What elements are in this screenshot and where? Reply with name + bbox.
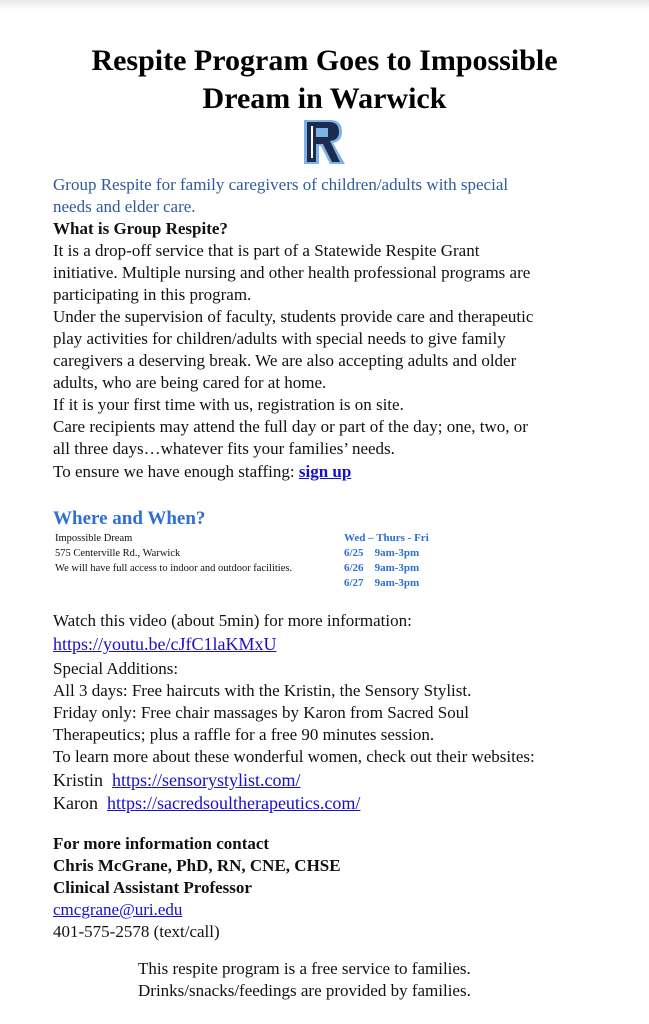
contact-name: Chris McGrane, PhD, RN, CNE, CHSE	[53, 856, 341, 875]
footer-line-1: This respite program is a free service to families.	[138, 959, 471, 978]
contact-email-link[interactable]: cmcgrane@uri.edu	[53, 900, 183, 919]
what-heading: What is Group Respite?	[53, 219, 228, 238]
schedule-date: 6/25	[344, 547, 364, 559]
schedule-row	[344, 546, 419, 561]
title-line-1: Respite Program Goes to Impossible	[91, 44, 558, 77]
schedule-time: 9am-3pm	[374, 562, 420, 574]
video-link[interactable]: https://youtu.be/cJfC1laKMxU	[53, 634, 277, 654]
additions-line: To learn more about these wonderful women, check out their websites:	[53, 747, 535, 766]
additions-line: Friday only: Free chair massages by Karon from Sacred Soul	[53, 703, 469, 722]
schedule-date: 6/27	[344, 577, 364, 589]
contact-phone: 401-575-2578 (text/call)	[53, 922, 220, 941]
top-shadow-bar	[0, 0, 649, 10]
where-heading: Where and When?	[53, 508, 206, 529]
venue-name: Impossible Dream	[55, 533, 133, 544]
schedule-date: 6/26	[344, 562, 364, 574]
additions-heading: Special Additions:	[53, 659, 179, 678]
schedule-time: 9am-3pm	[374, 577, 420, 589]
intro-line-1: Group Respite for family caregivers of children/adults with special	[53, 175, 509, 194]
venue-address: 575 Centerville Rd., Warwick	[55, 548, 181, 559]
additions-line: Therapeutics; plus a raffle for a free 90 minutes session.	[53, 725, 435, 744]
what-line: adults, who are being cared for at home.	[53, 373, 327, 392]
kristin-row	[53, 769, 301, 791]
schedule-days-header: Wed – Thurs - Fri	[344, 532, 429, 544]
video-text: Watch this video (about 5min) for more information:	[53, 611, 412, 630]
title-line-2: Dream in Warwick	[202, 82, 447, 115]
intro-line-2: needs and elder care.	[53, 197, 196, 216]
schedule-row	[344, 576, 419, 591]
uri-rams-logo-icon	[302, 116, 346, 166]
page-title	[0, 42, 649, 118]
additions-line: All 3 days: Free haircuts with the Kristin, the Sensory Stylist.	[53, 681, 472, 700]
what-line: caregivers a deserving break. We are also accepting adults and older	[53, 351, 517, 370]
kristin-website-link[interactable]: https://sensorystylist.com/	[112, 770, 301, 790]
contact-role: Clinical Assistant Professor	[53, 878, 252, 897]
footer-line-2: Drinks/snacks/feedings are provided by families.	[138, 981, 471, 1000]
what-line: participating in this program.	[53, 285, 252, 304]
schedule-row	[344, 561, 419, 576]
signup-link[interactable]: sign up	[298, 462, 352, 481]
what-line: It is a drop-off service that is part of a Statewide Respite Grant	[53, 241, 480, 260]
what-line: all three days…whatever fits your families’ needs.	[53, 439, 395, 458]
what-line: initiative. Multiple nursing and other health professional programs are	[53, 263, 531, 282]
schedule-time: 9am-3pm	[374, 547, 420, 559]
what-line: If it is your first time with us, registration is on site.	[53, 395, 404, 414]
karon-row	[53, 792, 360, 814]
venue-access: We will have full access to indoor and outdoor facilities.	[55, 563, 293, 574]
kristin-label: Kristin	[53, 770, 113, 790]
staffing-line	[53, 461, 351, 483]
what-line: play activities for children/adults with special needs to give family	[53, 329, 506, 348]
contact-heading: For more information contact	[53, 834, 270, 853]
what-line: Under the supervision of faculty, students provide care and therapeutic	[53, 307, 534, 326]
staffing-text: To ensure we have enough staffing:	[53, 462, 299, 481]
what-line: Care recipients may attend the full day or part of the day; one, two, or	[53, 417, 528, 436]
karon-website-link[interactable]: https://sacredsoultherapeutics.com/	[106, 793, 361, 813]
karon-label: Karon	[53, 793, 107, 813]
